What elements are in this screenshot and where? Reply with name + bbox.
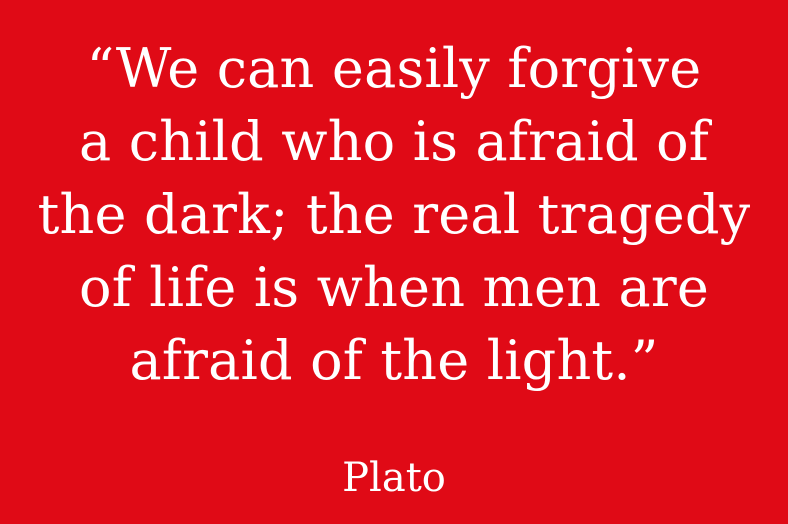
quote-line: a child who is afraid of xyxy=(79,110,709,173)
quote-line: afraid of the light.” xyxy=(129,329,659,392)
quote-text xyxy=(0,32,788,397)
quote-line: “We can easily forgive xyxy=(86,37,702,100)
quote-line: of life is when men are xyxy=(78,256,710,319)
quote-author: Plato xyxy=(342,455,446,501)
quote-line: the dark; the real tragedy xyxy=(37,183,751,246)
